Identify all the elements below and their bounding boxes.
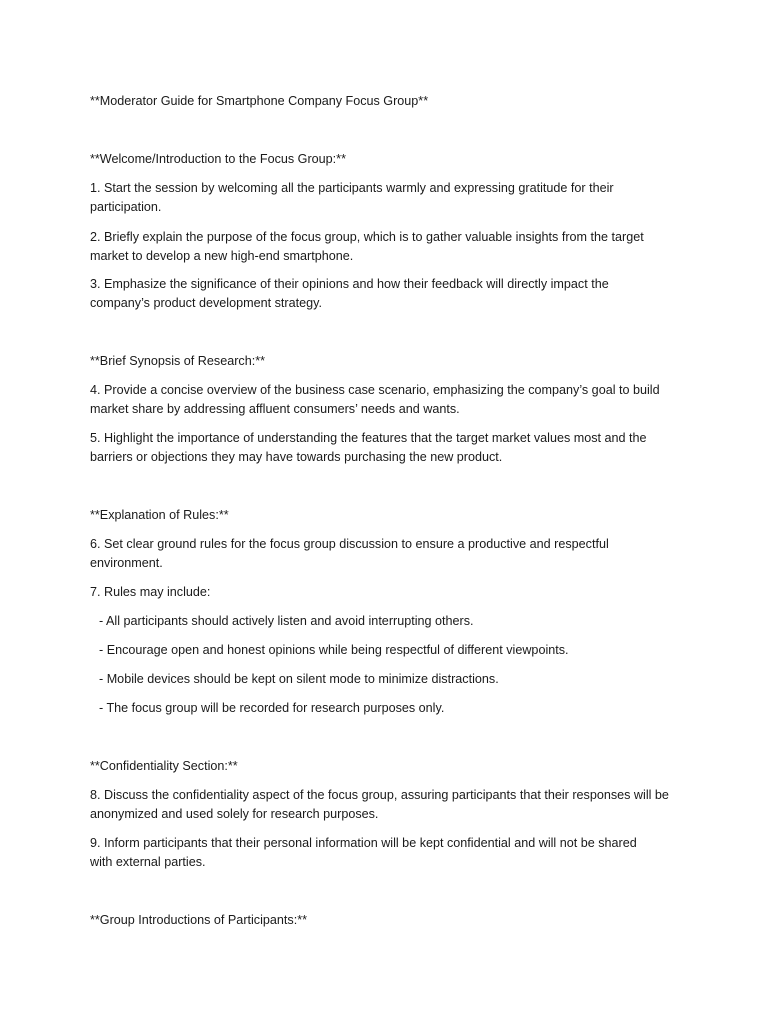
paragraph-line: 2. Briefly explain the purpose of the focus group, which is to gather valuable insights from the target <box>90 230 644 244</box>
rule-item: - Encourage open and honest opinions while being respectful of different viewpoints. <box>99 643 569 657</box>
paragraph-line: company’s product development strategy. <box>90 296 322 310</box>
paragraph-line: market share by addressing affluent consumers’ needs and wants. <box>90 402 460 416</box>
section-heading-welcome: **Welcome/Introduction to the Focus Group:** <box>90 152 346 166</box>
section-heading-synopsis: **Brief Synopsis of Research:** <box>90 354 265 368</box>
rule-item: - All participants should actively listen and avoid interrupting others. <box>99 614 474 628</box>
paragraph-line: market to develop a new high-end smartphone. <box>90 249 354 263</box>
paragraph-line: 6. Set clear ground rules for the focus group discussion to ensure a productive and respectful <box>90 537 609 551</box>
paragraph-line: 3. Emphasize the significance of their opinions and how their feedback will directly impact the <box>90 277 609 291</box>
paragraph-line: 4. Provide a concise overview of the business case scenario, emphasizing the company’s goal to build <box>90 383 660 397</box>
section-heading-rules: **Explanation of Rules:** <box>90 508 229 522</box>
paragraph-line: 8. Discuss the confidentiality aspect of the focus group, assuring participants that their responses will be <box>90 788 669 802</box>
rule-item: - Mobile devices should be kept on silent mode to minimize distractions. <box>99 672 499 686</box>
rule-item: - The focus group will be recorded for research purposes only. <box>99 701 445 715</box>
paragraph-line: 1. Start the session by welcoming all the participants warmly and expressing gratitude for their <box>90 181 614 195</box>
section-heading-confidentiality: **Confidentiality Section:** <box>90 759 238 773</box>
paragraph-line: anonymized and used solely for research purposes. <box>90 807 379 821</box>
paragraph-line: barriers or objections they may have towards purchasing the new product. <box>90 450 503 464</box>
paragraph-line: participation. <box>90 200 162 214</box>
section-heading-introductions: **Group Introductions of Participants:** <box>90 913 308 927</box>
paragraph-line: 7. Rules may include: <box>90 585 211 599</box>
paragraph-line: with external parties. <box>90 855 206 869</box>
paragraph-line: environment. <box>90 556 163 570</box>
paragraph-line: 9. Inform participants that their personal information will be kept confidential and will not be shared <box>90 836 637 850</box>
paragraph-line: 5. Highlight the importance of understanding the features that the target market values most and the <box>90 431 647 445</box>
document-title: **Moderator Guide for Smartphone Company Focus Group** <box>90 94 429 108</box>
